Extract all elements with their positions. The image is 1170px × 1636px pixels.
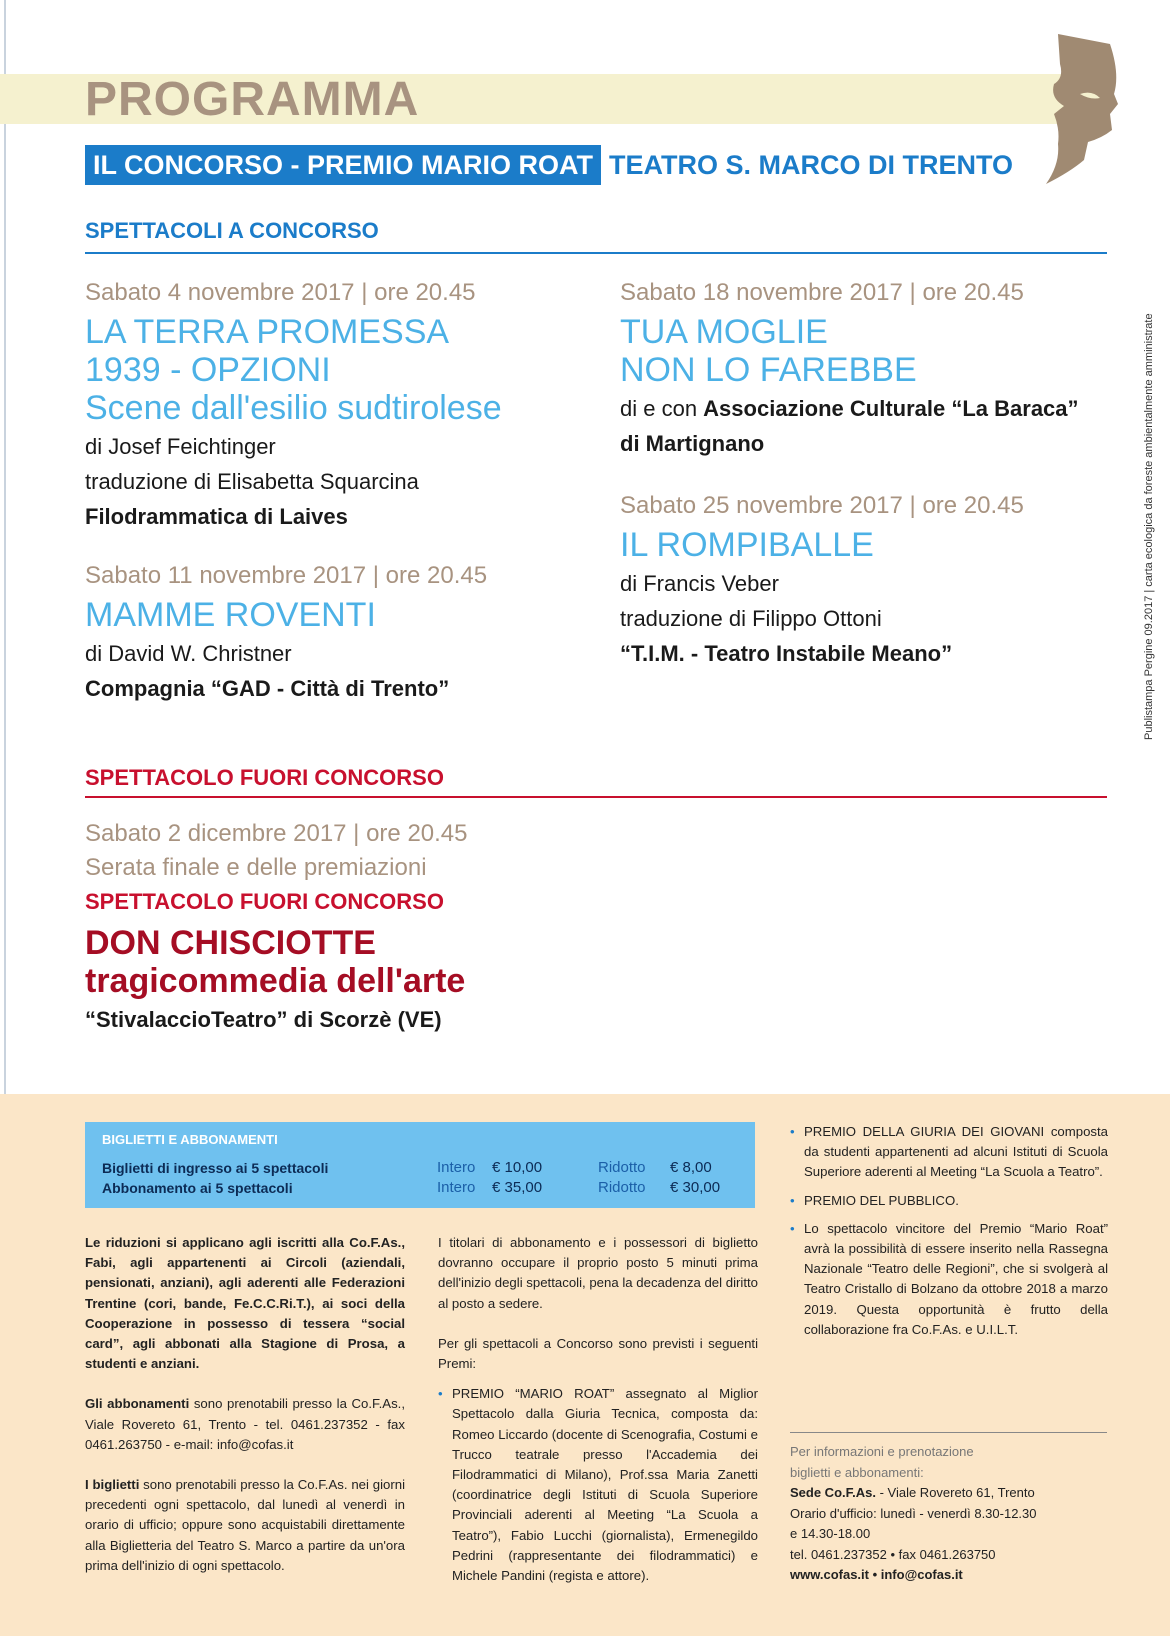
theatre-mask-icon bbox=[1040, 34, 1120, 184]
show-title-line: MAMME ROVENTI bbox=[85, 596, 376, 634]
tickets-heading: BIGLIETTI E ABBONAMENTI bbox=[102, 1132, 278, 1147]
venue-label: TEATRO S. MARCO DI TRENTO bbox=[609, 149, 1014, 180]
show-author: di Francis Veber bbox=[620, 571, 779, 596]
tickets-box bbox=[85, 1122, 755, 1208]
column-prizes bbox=[790, 1122, 1108, 1348]
final-show bbox=[85, 818, 468, 1037]
show-title-line: tragicommedia dell'arte bbox=[85, 962, 466, 1000]
tickets-text bbox=[85, 1475, 405, 1576]
show-translator: traduzione di Filippo Ottoni bbox=[620, 606, 882, 631]
ticket-row-label: Abbonamento ai 5 spettacoli bbox=[102, 1180, 293, 1196]
info-heading: Per informazioni e prenotazione bbox=[790, 1444, 974, 1459]
printer-note: Publistampa Pergine 09.2017 | carta ecologica da foreste ambientalmente amministrate bbox=[1143, 313, 1155, 740]
contest-label: IL CONCORSO - PREMIO MARIO ROAT bbox=[85, 145, 601, 185]
website-email[interactable]: www.cofas.it • info@cofas.it bbox=[790, 1567, 963, 1582]
subscriptions-body: sono prenotabili presso la Co.F.As., Viale Rovereto 61, Trento - tel. 0461.237352 - fax 0461.263750 - e-mail: info@cofas.it bbox=[85, 1396, 406, 1452]
competition-section-title: SPETTACOLI A CONCORSO bbox=[85, 218, 379, 243]
show-date: Sabato 25 novembre 2017 | ore 20.45 bbox=[620, 492, 1024, 519]
contest-header bbox=[85, 145, 1013, 185]
ticket-row-label: Biglietti di ingresso ai 5 spettacoli bbox=[102, 1160, 329, 1176]
prizes-list bbox=[790, 1122, 1108, 1340]
contact-info bbox=[790, 1442, 1037, 1586]
ticket-reduced-price: € 8,00 bbox=[670, 1159, 712, 1176]
show-1 bbox=[85, 277, 502, 534]
prize-item: • PREMIO DEL PUBBLICO. bbox=[790, 1191, 1108, 1211]
office-hours: Orario d'ufficio: lunedì - venerdì 8.30-12.30 bbox=[790, 1505, 1037, 1521]
office-street: - Viale Rovereto 61, Trento bbox=[875, 1485, 1035, 1500]
tickets-label: I biglietti bbox=[85, 1477, 140, 1493]
show-title-line: LA TERRA PROMESSA bbox=[85, 313, 450, 351]
prize-item: • PREMIO “MARIO ROAT” assegnato al Miglior Spettacolo dalla Giuria Tecnica, composta da: Romeo Liccardo (docente di Scenografia, Costumi e Trucco teatrale presso l'Accademia dei Filodrammatici di Milano), Prof.ssa Maria Zanetti (coordinatrice degli Istituti di Scuola Superiore Provinciali aderenti al Meeting “La Scuola a Teatro”), Fabio Lucchi (giornalista), Ermenegildo Pedrini (rappresentante dei filodrammatici) e Michele Pandini (regista e attore). bbox=[438, 1384, 758, 1586]
show-credits bbox=[620, 391, 1079, 426]
office-label: Sede Co.F.As. bbox=[790, 1485, 876, 1500]
show-4 bbox=[620, 490, 1024, 671]
prizes-list bbox=[438, 1384, 758, 1586]
subscriptions-label: Gli abbonamenti bbox=[85, 1396, 190, 1412]
ticket-reduced-price: € 30,00 bbox=[670, 1179, 721, 1196]
show-title-line: NON LO FAREBBE bbox=[620, 351, 917, 389]
show-company: Filodrammatica di Laives bbox=[85, 504, 348, 529]
ticket-full-price: € 10,00 bbox=[492, 1159, 543, 1176]
show-title-line: TUA MOGLIE bbox=[620, 313, 828, 351]
show-credits-prefix: di e con bbox=[620, 396, 704, 421]
show-date: Sabato 4 novembre 2017 | ore 20.45 bbox=[85, 279, 476, 306]
show-company: “T.I.M. - Teatro Instabile Meano” bbox=[620, 641, 953, 666]
show-date: Sabato 2 dicembre 2017 | ore 20.45 bbox=[85, 820, 468, 847]
show-company: Associazione Culturale “La Baraca” bbox=[703, 396, 1079, 421]
ticket-full-label: Intero bbox=[437, 1179, 476, 1196]
show-company: “StivalaccioTeatro” di Scorzè (VE) bbox=[85, 1007, 442, 1032]
show-title-line: IL ROMPIBALLE bbox=[620, 526, 874, 564]
ticket-full-price: € 35,00 bbox=[492, 1179, 543, 1196]
show-2 bbox=[85, 560, 487, 706]
out-of-competition-rule bbox=[85, 796, 1107, 798]
reductions-text: Le riduzioni si applicano agli iscritti alla Co.F.As., Fabi, agli appartenenti ai Circoli (aziendali, pensionati, anziani), agli aderenti alle Federazioni Trentine (cori, bande, Fe.C.C.Ri.T.), ai soci della Cooperazione in possesso di tessera “social card”, agli abbonati alla Stagione di Prosa, a studenti e anziani. bbox=[85, 1235, 405, 1372]
prizes-intro-text: Per gli spettacoli a Concorso sono previsti i seguenti Premi: bbox=[438, 1335, 758, 1372]
office-address bbox=[790, 1483, 1037, 1504]
show-author: di David W. Christner bbox=[85, 641, 292, 666]
show-title-line: 1939 - OPZIONI bbox=[85, 351, 331, 389]
column-rules bbox=[438, 1233, 758, 1594]
column-reductions bbox=[85, 1233, 405, 1596]
tickets-body: sono prenotabili presso la Co.F.As. nei giorni precedenti ogni spettacolo, dal lunedì al venerdì in orario di ufficio; oppure sono acquistabili direttamente alla Biglietteria del Teatro S. Marco a partire da un'ora prima dell'inizio di ogni spettacolo. bbox=[85, 1477, 405, 1573]
prize-item: • Lo spettacolo vincitore del Premio “Mario Roat” avrà la possibilità di essere inserito nella Rassegna Nazionale “Teatro delle Regioni”, che si svolgerà al Teatro Cristallo di Bolzano da ottobre 2018 a marzo 2019. Questa opportunità è frutto della collaborazione fra Co.F.As. e U.I.L.T. bbox=[790, 1219, 1108, 1340]
info-heading: biglietti e abbonamenti: bbox=[790, 1464, 924, 1480]
show-subtitle: Serata finale e delle premiazioni bbox=[85, 854, 427, 881]
show-title-line: Scene dall'esilio sudtirolese bbox=[85, 389, 502, 427]
page-title: PROGRAMMA bbox=[85, 73, 420, 126]
show-translator: traduzione di Elisabetta Squarcina bbox=[85, 469, 419, 494]
info-divider bbox=[790, 1432, 1107, 1433]
show-date: Sabato 11 novembre 2017 | ore 20.45 bbox=[85, 562, 488, 589]
competition-rule bbox=[85, 252, 1107, 254]
ticket-full-label: Intero bbox=[437, 1159, 476, 1176]
seating-rule-text: I titolari di abbonamento e i possessori di biglietto dovranno occupare il proprio posto 5 minuti prima dell'inizio degli spettacoli, pena la decadenza del diritto al posto a sedere. bbox=[438, 1235, 758, 1311]
out-of-competition-section-title: SPETTACOLO FUORI CONCORSO bbox=[85, 765, 444, 790]
ticket-reduced-label: Ridotto bbox=[598, 1159, 646, 1176]
show-company: Compagnia “GAD - Città di Trento” bbox=[85, 676, 450, 701]
show-date: Sabato 18 novembre 2017 | ore 20.45 bbox=[620, 279, 1024, 306]
show-company-location: di Martignano bbox=[620, 431, 765, 456]
subscriptions-text bbox=[85, 1394, 405, 1455]
ticket-reduced-label: Ridotto bbox=[598, 1179, 646, 1196]
show-title-line: DON CHISCIOTTE bbox=[85, 924, 376, 962]
show-3 bbox=[620, 277, 1079, 461]
phone-fax: tel. 0461.237352 • fax 0461.263750 bbox=[790, 1546, 996, 1562]
left-edge-rule bbox=[4, 0, 6, 1100]
prize-item: • PREMIO DELLA GIURIA DEI GIOVANI composta da studenti appartenenti ad alcuni Istituti di Scuola Superiore aderenti al Meeting “La Scuola a Teatro”. bbox=[790, 1122, 1108, 1183]
office-hours: e 14.30-18.00 bbox=[790, 1526, 871, 1541]
show-author: di Josef Feichtinger bbox=[85, 434, 276, 459]
show-label: SPETTACOLO FUORI CONCORSO bbox=[85, 889, 444, 914]
